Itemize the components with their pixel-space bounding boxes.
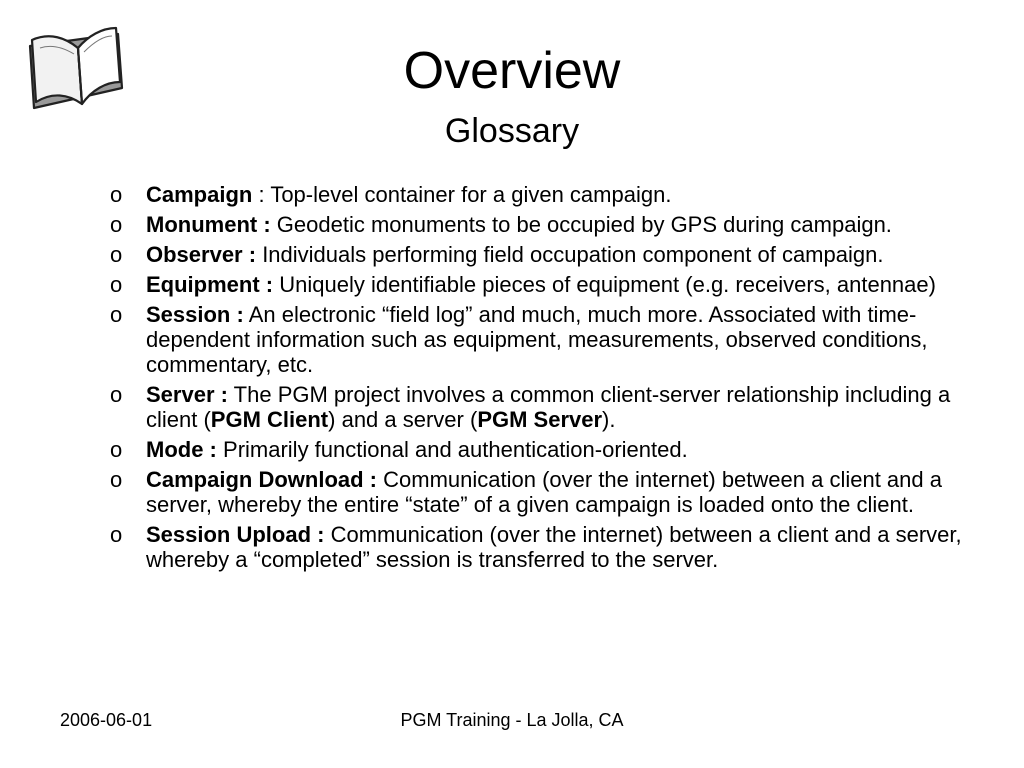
glossary-definition: Top-level container for a given campaign. bbox=[270, 182, 672, 207]
glossary-item-campaign-download bbox=[110, 467, 970, 517]
glossary-term: Campaign bbox=[146, 182, 253, 207]
bullet-marker: o bbox=[110, 437, 123, 462]
footer-title: PGM Training - La Jolla, CA bbox=[400, 710, 624, 730]
slide-subtitle: Glossary bbox=[444, 112, 580, 150]
glossary-definition: Primarily functional and authentication-oriented. bbox=[223, 437, 688, 462]
glossary-item-server bbox=[110, 382, 970, 432]
glossary-term: Equipment : bbox=[146, 272, 274, 297]
glossary-term: Monument : bbox=[146, 212, 271, 237]
glossary-item-campaign bbox=[110, 182, 970, 207]
bullet-marker: o bbox=[110, 242, 123, 267]
pgm-server-label: PGM Server bbox=[477, 407, 603, 432]
glossary-list bbox=[110, 182, 970, 577]
glossary-term: Server : bbox=[146, 382, 228, 407]
glossary-definition: Geodetic monuments to be occupied by GPS during campaign. bbox=[276, 212, 892, 237]
glossary-item-mode bbox=[110, 437, 970, 462]
bullet-marker: o bbox=[110, 302, 123, 327]
glossary-term: Observer : bbox=[146, 242, 257, 267]
glossary-definition: Uniquely identifiable pieces of equipment (e.g. receivers, antennae) bbox=[279, 272, 936, 297]
bullet-marker: o bbox=[110, 272, 123, 297]
glossary-term: Session : bbox=[146, 302, 244, 327]
bullet-marker: o bbox=[110, 467, 123, 492]
term-separator: : bbox=[252, 182, 271, 207]
slide-title: Overview bbox=[403, 42, 621, 100]
glossary-item-session bbox=[110, 302, 970, 377]
glossary-term: Session Upload : bbox=[146, 522, 325, 547]
glossary-term: Mode : bbox=[146, 437, 217, 462]
glossary-definition: The PGM project involves a common client-server relationship including a client ( bbox=[146, 382, 951, 432]
glossary-definition: Communication (over the internet) between a client and a server, whereby the entire “state” of a given campaign is loaded onto the client. bbox=[146, 467, 942, 517]
glossary-definition: ). bbox=[602, 407, 616, 432]
pgm-client-label: PGM Client bbox=[210, 407, 329, 432]
glossary-term: Campaign Download : bbox=[146, 467, 377, 492]
bullet-marker: o bbox=[110, 182, 123, 207]
bullet-marker: o bbox=[110, 382, 123, 407]
bullet-marker: o bbox=[110, 522, 123, 547]
footer-date: 2006-06-01 bbox=[60, 710, 153, 730]
glossary-item-observer bbox=[110, 242, 970, 267]
glossary-definition: Individuals performing field occupation component of campaign. bbox=[262, 242, 884, 267]
glossary-item-equipment bbox=[110, 272, 970, 297]
glossary-item-session-upload bbox=[110, 522, 970, 572]
glossary-definition: ) and a server ( bbox=[328, 407, 478, 432]
glossary-item-monument bbox=[110, 212, 970, 237]
glossary-definition: An electronic “field log” and much, much more. Associated with time-dependent information such as equipment, measurements, observed conditions, commentary, etc. bbox=[146, 302, 928, 377]
glossary-definition: Communication (over the internet) between a client and a server, whereby a “completed” session is transferred to the server. bbox=[146, 522, 962, 572]
bullet-marker: o bbox=[110, 212, 123, 237]
